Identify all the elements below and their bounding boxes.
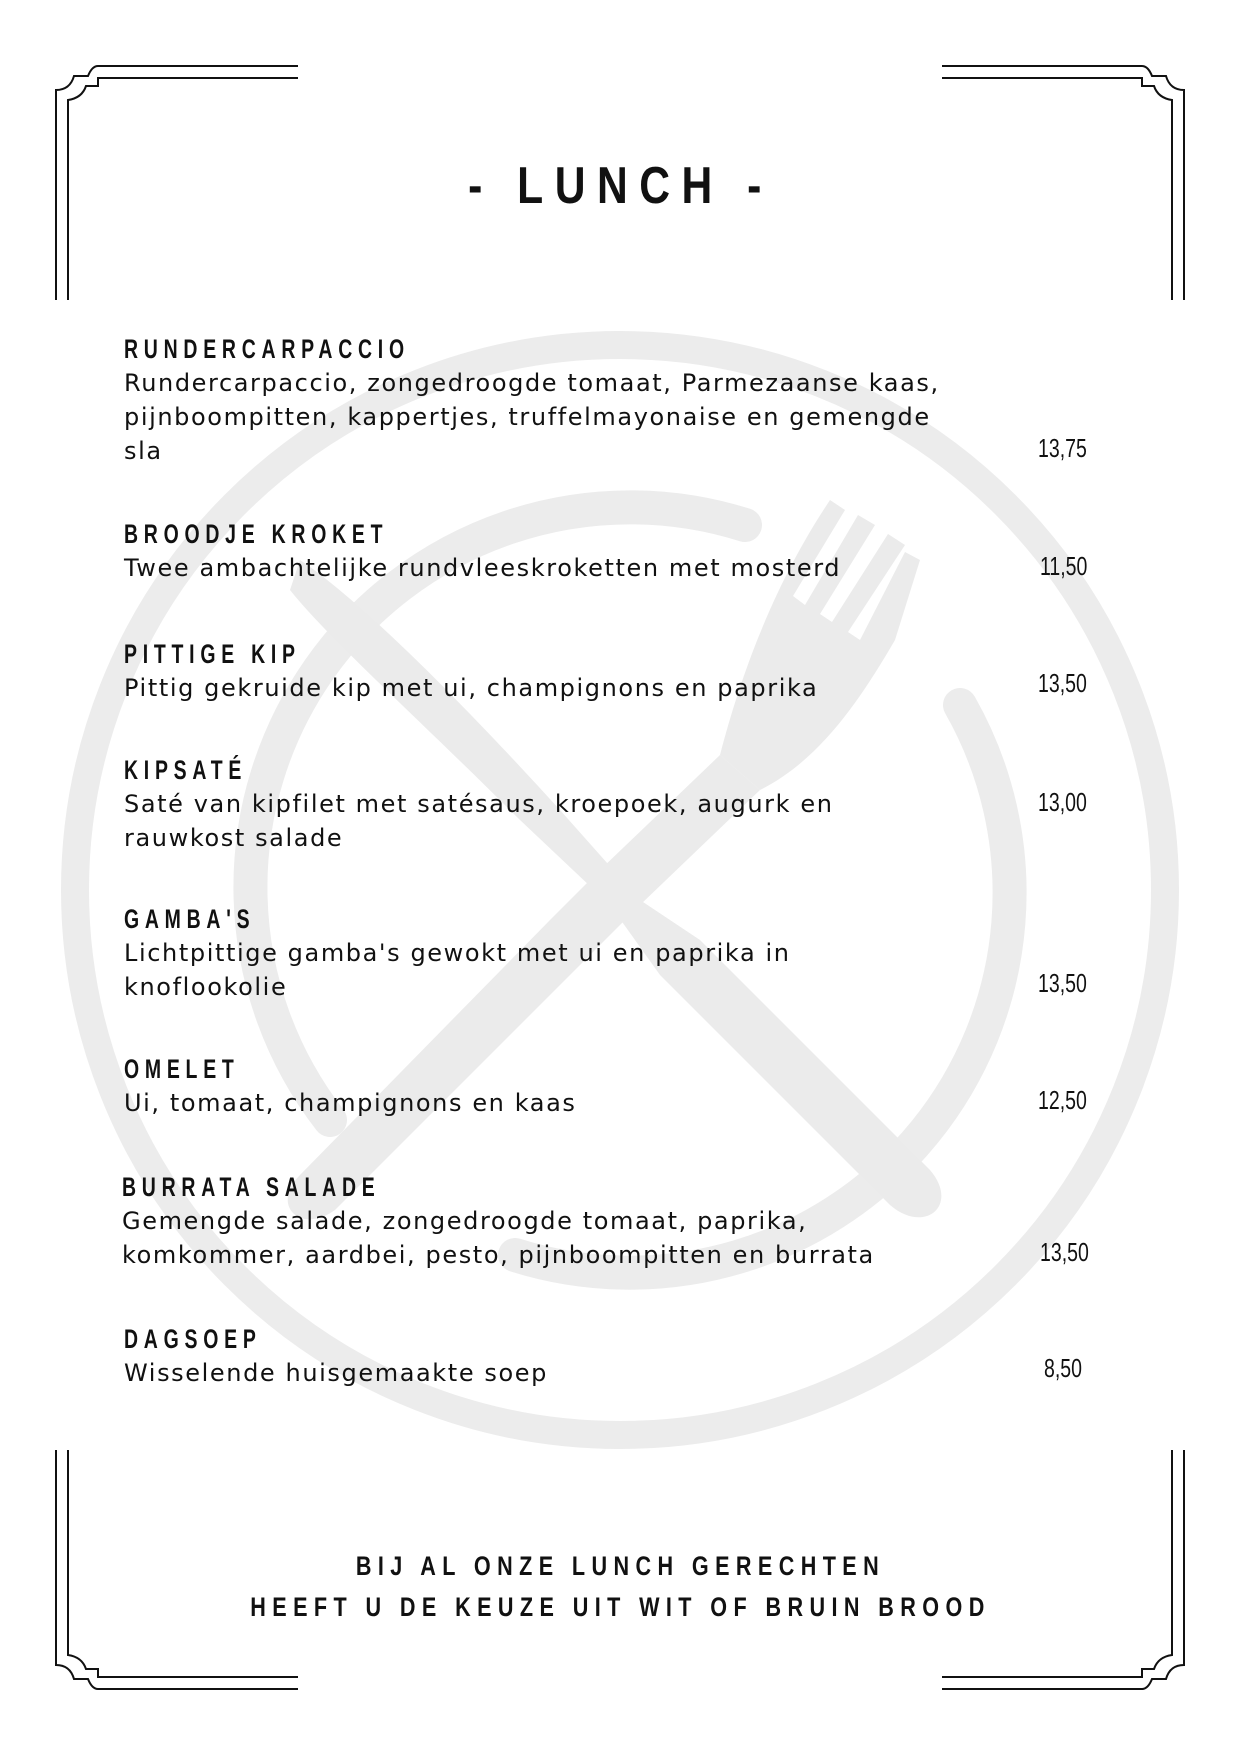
menu-item-name: KIPSATÉ (124, 755, 248, 785)
menu-item-name: RUNDERCARPACCIO (124, 334, 410, 364)
menu-item (124, 902, 1124, 1004)
menu-item-description: Twee ambachtelijke rundvleeskroketten met mosterd (124, 554, 842, 582)
menu-item (124, 517, 1124, 585)
menu-item (122, 1170, 1122, 1272)
menu-item (124, 637, 1124, 705)
menu-item-name: GAMBA'S (124, 904, 256, 934)
menu-item-description: Saté van kipfilet met satésaus, kroepoek, augurk en rauwkost salade (124, 790, 834, 852)
menu-item (124, 332, 1124, 468)
menu-item (124, 753, 1124, 855)
footer-note-line-1: BIJ AL ONZE LUNCH GERECHTEN (355, 1551, 886, 1581)
menu-item-description: Gemengde salade, zongedroogde tomaat, paprika, komkommer, aardbei, pesto, pijnboompitten en burrata (122, 1207, 875, 1269)
footer-note-line-2: HEEFT U DE KEUZE UIT WIT OF BRUIN BROOD (250, 1592, 991, 1622)
menu-item-description: Wisselende huisgemaakte soep (124, 1359, 548, 1387)
menu-item-name: BROODJE KROKET (124, 519, 389, 549)
menu-item-description: Rundercarpaccio, zongedroogde tomaat, Parmezaanse kaas, pijnboompitten, kappertjes, truffelmayonaise en gemengde sla (124, 369, 940, 465)
menu-item-description: Lichtpittige gamba's gewokt met ui en paprika in knoflookolie (124, 939, 791, 1001)
menu-item-price: 12,50 (1038, 1085, 1087, 1115)
menu-item-description: Ui, tomaat, champignons en kaas (124, 1089, 577, 1117)
page-title: - LUNCH - (468, 157, 773, 215)
menu-item-name: PITTIGE KIP (124, 639, 301, 669)
menu-item-price: 13,50 (1038, 968, 1087, 998)
menu-item-price: 8,50 (1044, 1353, 1082, 1383)
menu-item-name: BURRATA SALADE (122, 1172, 381, 1202)
menu-item (124, 1052, 1124, 1120)
menu-item-name: DAGSOEP (124, 1324, 262, 1354)
menu-item-description: Pittig gekruide kip met ui, champignons en paprika (124, 674, 819, 702)
menu-item-price: 13,00 (1038, 787, 1087, 817)
menu-item-price: 13,50 (1040, 1237, 1089, 1267)
menu-item-price: 13,75 (1038, 433, 1087, 463)
menu-item-price: 13,50 (1038, 668, 1087, 698)
menu-item-name: OMELET (124, 1054, 240, 1084)
menu-item (124, 1322, 1124, 1390)
menu-item-price: 11,50 (1040, 551, 1088, 581)
